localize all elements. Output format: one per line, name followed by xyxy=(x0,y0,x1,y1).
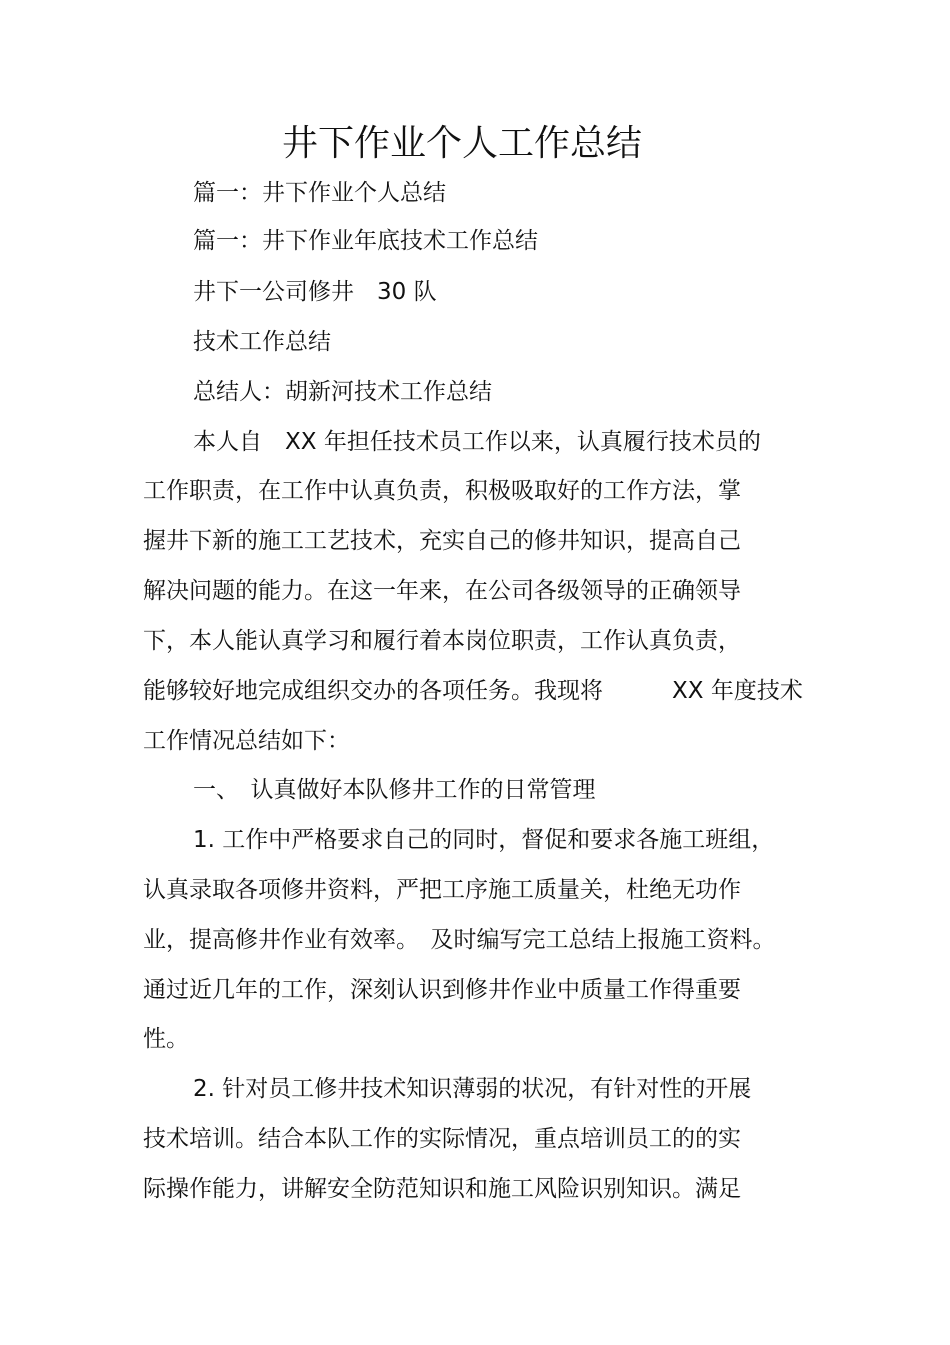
heading-line: 技术工作总结 xyxy=(193,329,331,355)
paragraph-line: 通过近几年的工作，深刻认识到修井作业中质量工作得重要 xyxy=(143,977,741,1003)
unit-line: 井下一公司修井 30 队 xyxy=(193,279,437,305)
paragraph-line: 解决问题的能力。在这一年来，在公司各级领导的正确领导 xyxy=(143,578,741,604)
paragraph-line: 技术培训。结合本队工作的实际情况，重点培训员工的的实 xyxy=(143,1126,741,1152)
paragraph-line: 工作情况总结如下： xyxy=(143,728,350,754)
paragraph-line: 2. 针对员工修井技术知识薄弱的状况，有针对性的开展 xyxy=(193,1076,752,1102)
subtitle-line: 篇一：井下作业年底技术工作总结 xyxy=(193,228,538,254)
paragraph-line: 工作职责，在工作中认真负责，积极吸取好的工作方法，掌 xyxy=(143,478,741,504)
author-line: 总结人：胡新河技术工作总结 xyxy=(193,379,492,405)
subtitle-line: 篇一：井下作业个人总结 xyxy=(193,180,446,206)
paragraph-line: 际操作能力，讲解安全防范知识和施工风险识别知识。满足 xyxy=(143,1176,741,1202)
paragraph-line: 本人自 XX 年担任技术员工作以来，认真履行技术员的 xyxy=(193,429,761,455)
paragraph-line: 1. 工作中严格要求自己的同时，督促和要求各施工班组， xyxy=(193,827,775,853)
page-title: 井下作业个人工作总结 xyxy=(281,123,642,164)
paragraph-line: 握井下新的施工工艺技术，充实自己的修井知识，提高自己 xyxy=(143,528,741,554)
section-heading: 一、 认真做好本队修井工作的日常管理 xyxy=(193,777,596,803)
paragraph-line: 能够较好地完成组织交办的各项任务。我现将 XX 年度技术 xyxy=(143,678,803,704)
paragraph-line: 下，本人能认真学习和履行着本岗位职责，工作认真负责， xyxy=(143,628,741,654)
paragraph-line: 性。 xyxy=(143,1026,189,1052)
paragraph-line: 认真录取各项修井资料，严把工序施工质量关，杜绝无功作 xyxy=(143,877,741,903)
paragraph-line: 业，提高修井作业有效率。 及时编写完工总结上报施工资料。 xyxy=(143,927,776,953)
